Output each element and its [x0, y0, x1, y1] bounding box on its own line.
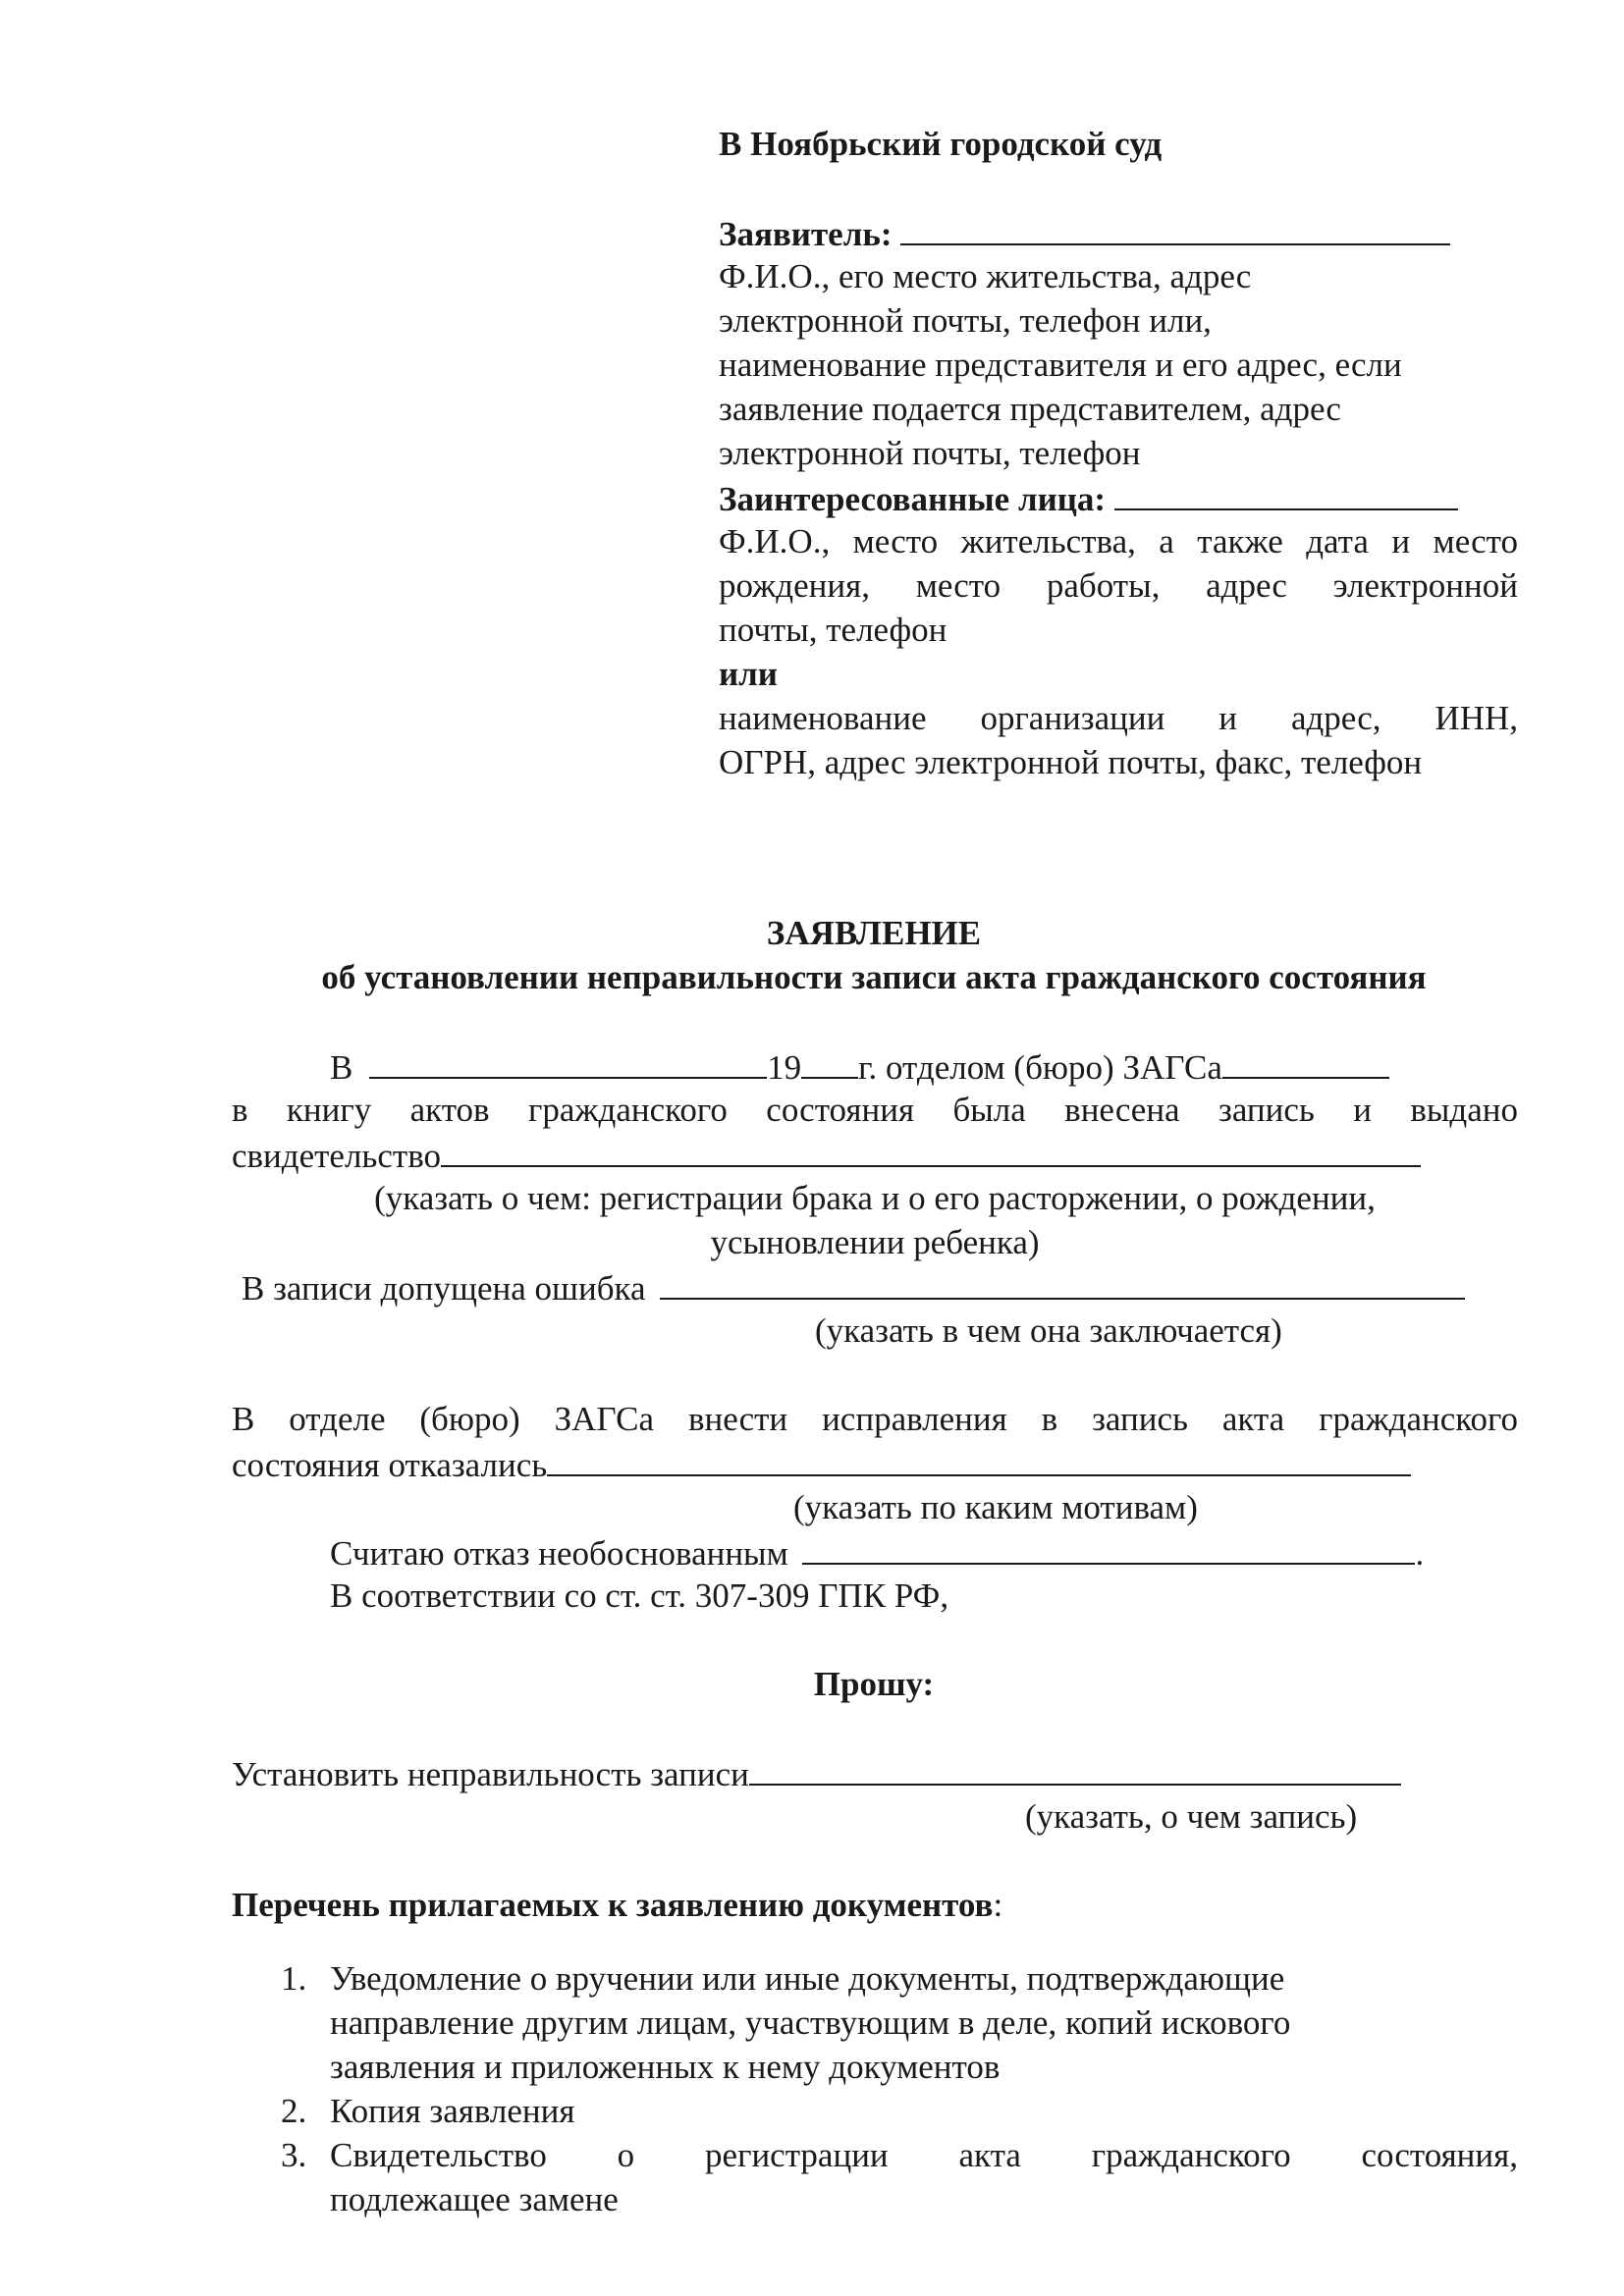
- unfounded-label: Считаю отказ необоснованным: [330, 1534, 788, 1573]
- hint-1b: усыновлении ребенка): [710, 1223, 1040, 1261]
- refusal-blank[interactable]: [547, 1441, 1411, 1476]
- error-blank[interactable]: [660, 1264, 1465, 1300]
- record-blank[interactable]: [749, 1750, 1401, 1786]
- body-line-1-suffix: г. отделом (бюро) ЗАГСа: [858, 1048, 1222, 1087]
- document-subtitle: об установлении неправильности записи акта гражданского состояния: [321, 958, 1427, 996]
- period: .: [1415, 1534, 1425, 1573]
- zags-blank[interactable]: [1222, 1043, 1389, 1079]
- interested-desc-3: почты, телефон: [719, 611, 947, 649]
- attachments-colon: :: [993, 1886, 1003, 1924]
- certificate-label: свидетельство: [232, 1137, 442, 1175]
- org-desc-1: наименование организации и адрес, ИНН,: [719, 699, 1518, 737]
- attachments-heading: Перечень прилагаемых к заявлению документов: [232, 1886, 994, 1924]
- year-prefix: 19: [767, 1048, 802, 1087]
- list-item-2-line-1: Копия заявления: [330, 2092, 575, 2130]
- org-desc-2: ОГРН, адрес электронной почты, факс, телефон: [719, 743, 1423, 781]
- hint-1a: (указать о чем: регистрации брака и о его расторжении, о рождении,: [374, 1179, 1376, 1217]
- body-line-1: [330, 1043, 1389, 1090]
- applicant-desc-4: заявление подается представителем, адрес: [719, 390, 1341, 428]
- hint-2: (указать в чем она заключается): [815, 1311, 1282, 1350]
- list-item-1-line-3: заявления и приложенных к нему документов: [330, 2048, 1001, 2086]
- list-item-1-line-1: Уведомление о вручении или иные документы, подтверждающие: [330, 1959, 1285, 1998]
- establish-label: Установить неправильность записи: [232, 1755, 749, 1793]
- unfounded-blank[interactable]: [802, 1529, 1415, 1565]
- applicant-desc-2: электронной почты, телефон или,: [719, 301, 1212, 340]
- applicant-desc-1: Ф.И.О., его место жительства, адрес: [719, 257, 1252, 295]
- list-item-number: 3.: [281, 2136, 307, 2174]
- hint-4: (указать, о чем запись): [1025, 1797, 1358, 1836]
- attachments-heading-line: [232, 1883, 1002, 1927]
- interested-desc-2: рождения, место работы, адрес электронной: [719, 566, 1518, 605]
- year-blank[interactable]: [801, 1043, 858, 1079]
- interested-label: Заинтересованные лица:: [719, 480, 1107, 518]
- refusal-label: состояния отказались: [232, 1446, 548, 1484]
- interested-desc-1: Ф.И.О., место жительства, а также дата и место: [719, 522, 1518, 561]
- body-line-1-prefix: В: [330, 1048, 353, 1087]
- certificate-blank[interactable]: [441, 1132, 1421, 1167]
- court-name: В Ноябрьский городской суд: [719, 125, 1163, 163]
- or-label: или: [719, 655, 778, 693]
- body-line-2: в книгу актов гражданского состояния была внесена запись и выдано: [232, 1091, 1518, 1129]
- list-item-1-line-2: направление другим лицам, участвующим в деле, копий искового: [330, 2003, 1291, 2042]
- document-title: ЗАЯВЛЕНИЕ: [766, 914, 982, 952]
- list-item-number: 2.: [281, 2092, 307, 2130]
- body-line-5: В отделе (бюро) ЗАГСа внести исправления в запись акта гражданского: [232, 1400, 1518, 1438]
- error-label: В записи допущена ошибка: [242, 1269, 646, 1308]
- list-item-number: 1.: [281, 1959, 307, 1998]
- applicant-label: Заявитель:: [719, 215, 893, 253]
- request-heading: Прошу:: [813, 1665, 935, 1703]
- interested-blank[interactable]: [1114, 475, 1458, 510]
- interested-line: [719, 475, 1458, 521]
- applicant-line: [719, 210, 1450, 256]
- body-line-3: [232, 1132, 1421, 1178]
- body-line-7: [330, 1529, 1424, 1575]
- city-blank[interactable]: [369, 1043, 767, 1079]
- applicant-blank[interactable]: [900, 210, 1450, 245]
- body-line-6: [232, 1441, 1411, 1487]
- hint-3: (указать по каким мотивам): [793, 1488, 1198, 1526]
- body-line-8: В соответствии со ст. ст. 307-309 ГПК РФ,: [330, 1576, 949, 1615]
- list-item-3-line-2: подлежащее замене: [330, 2180, 619, 2218]
- body-line-9: [232, 1750, 1401, 1796]
- applicant-desc-5: электронной почты, телефон: [719, 434, 1141, 472]
- applicant-desc-3: наименование представителя и его адрес, если: [719, 346, 1402, 384]
- list-item-3-line-1: Свидетельство о регистрации акта гражданского состояния,: [330, 2136, 1518, 2174]
- body-line-4: [242, 1264, 1465, 1310]
